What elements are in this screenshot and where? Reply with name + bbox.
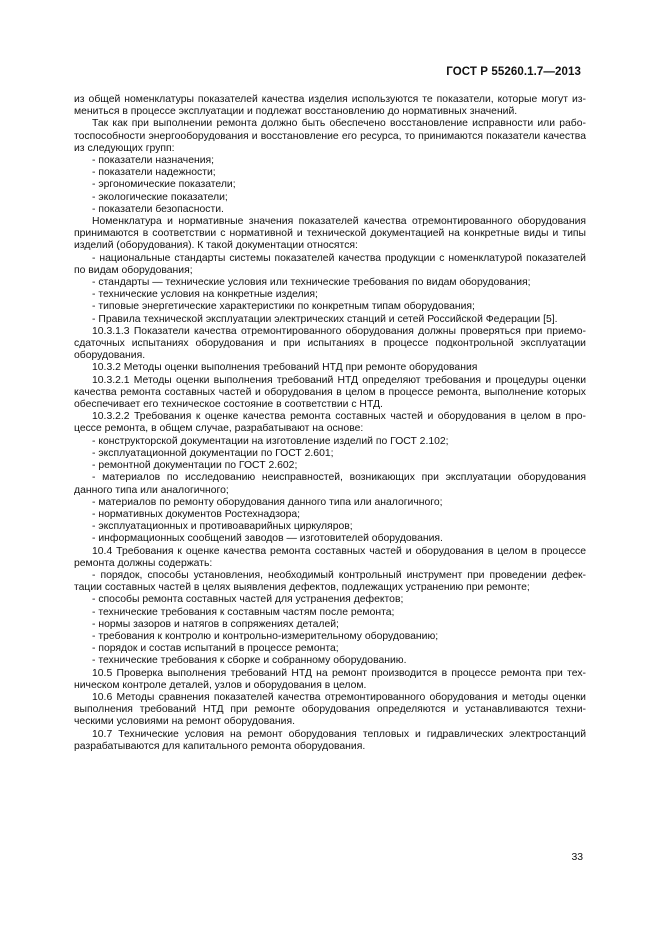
- list-item: - ремонтной документации по ГОСТ 2.602;: [92, 460, 298, 472]
- list-item: - способы ремонта составных частей для устранения дефектов;: [92, 594, 404, 606]
- paragraph: Так как при выполнении ремонта должно быть обеспечено восстановление исправности или работоспособности энергооборудования и восстановление его ресурса, то принимаются показатели качества из следующих групп:: [74, 118, 586, 154]
- list-item: - технические условия на конкретные изделия;: [92, 289, 318, 301]
- clause-10-3-2-1: 10.3.2.1 Методы оценки выполнения требований НТД определяют требования и процедуры оценки качества ремонта составных частей и оборудования в целом в процессе ремонта, выполнение которых обеспечивает его техническое состояние в соответствии с НТД.: [74, 374, 586, 411]
- list-item: - нормативных документов Ростехнадзора;: [92, 508, 301, 520]
- clause-10-3-1-3: 10.3.1.3 Показатели качества отремонтированного оборудования должны проверяться при приемо-сдаточных испытаниях оборудования и при испытаниях в процессе подконтрольной эксплуатации оборудования.: [74, 325, 586, 362]
- paragraph: из общей номенклатуры показателей качества изделия используются те показатели, которые могут измениться в процессе эксплуатации и подлежат восстановлению до нормативных значений.: [74, 94, 586, 118]
- list-item: - информационных сообщений заводов — изготовителей оборудования.: [92, 533, 443, 545]
- list-item: - национальные стандарты системы показателей качества продукции с номенклатурой показателей по видам оборудования;: [74, 252, 586, 276]
- page-number: 33: [571, 852, 583, 863]
- list-item: - материалов по исследованию неисправностей, возникающих при эксплуатации оборудования данного типа или аналогичного;: [74, 472, 586, 496]
- list-item: - показатели назначения;: [92, 155, 215, 167]
- list-item: - технические требования к составным частям после ремонта;: [92, 606, 395, 618]
- list-item: - Правила технической эксплуатации электрических станций и сетей Российской Федерации [5].: [92, 313, 558, 325]
- list-item: - нормы зазоров и натягов в сопряжениях деталей;: [92, 618, 339, 630]
- document-body: [74, 94, 586, 753]
- clause-10-3-2-2: 10.3.2.2 Требования к оценке качества ремонта составных частей и оборудования в целом в процессе ремонта, в общем случае, разрабатывают на основе:: [74, 411, 586, 435]
- list-item: - стандарты — технические условия или технические требования по видам оборудования;: [92, 277, 531, 289]
- list-item: - показатели безопасности.: [92, 203, 224, 215]
- list-item: - эргономические показатели;: [92, 179, 236, 191]
- list-item: - экологические показатели;: [92, 191, 228, 203]
- clause-10-4: 10.4 Требования к оценке качества ремонта составных частей и оборудования в целом в процессе ремонта должны содержать:: [74, 545, 586, 569]
- list-item: - материалов по ремонту оборудования данного типа или аналогичного;: [92, 496, 443, 508]
- clause-10-5: 10.5 Проверка выполнения требований НТД на ремонт производится в процессе ремонта при техническом контроле деталей, узлов и оборудования в целом.: [74, 667, 586, 691]
- clause-10-7: 10.7 Технические условия на ремонт оборудования тепловых и гидравлических электростанций разрабатываются для капитального ремонта оборудования.: [74, 728, 586, 752]
- list-item: - конструкторской документации на изготовление изделий по ГОСТ 2.102;: [92, 435, 449, 447]
- document-header-standard-id: ГОСТ Р 55260.1.7—2013: [446, 66, 581, 78]
- clause-10-3-2: 10.3.2 Методы оценки выполнения требований НТД при ремонте оборудования: [92, 362, 478, 374]
- paragraph: Номенклатура и нормативные значения показателей качества отремонтированного оборудования принимаются в соответствии с нормативной и технической документацией на конкретные виды и типы изделий (оборудования). К такой документации относятся:: [74, 216, 586, 252]
- list-item: - типовые энергетические характеристики по конкретным типам оборудования;: [92, 301, 475, 313]
- list-item: - эксплуатационной документации по ГОСТ 2.601;: [92, 447, 334, 459]
- list-item: - требования к контролю и контрольно-измерительному оборудованию;: [92, 630, 439, 642]
- list-item: - порядок, способы установления, необходимый контрольный инструмент при проведении дефектации составных частей в целях выявления дефектов, подлежащих устранению при ремонте;: [74, 569, 586, 594]
- list-item: - показатели надежности;: [92, 167, 216, 179]
- list-item: - порядок и состав испытаний в процессе ремонта;: [92, 643, 339, 655]
- list-item: - технические требования к сборке и собранному оборудованию.: [92, 655, 407, 667]
- clause-10-6: 10.6 Методы сравнения показателей качества отремонтированного оборудования и методы оценки выполнения требований НТД при ремонте оборудования определяются и устанавливаются техническими условиями на ремонт оборудования.: [74, 691, 586, 728]
- list-item: - эксплуатационных и противоаварийных циркуляров;: [92, 521, 353, 533]
